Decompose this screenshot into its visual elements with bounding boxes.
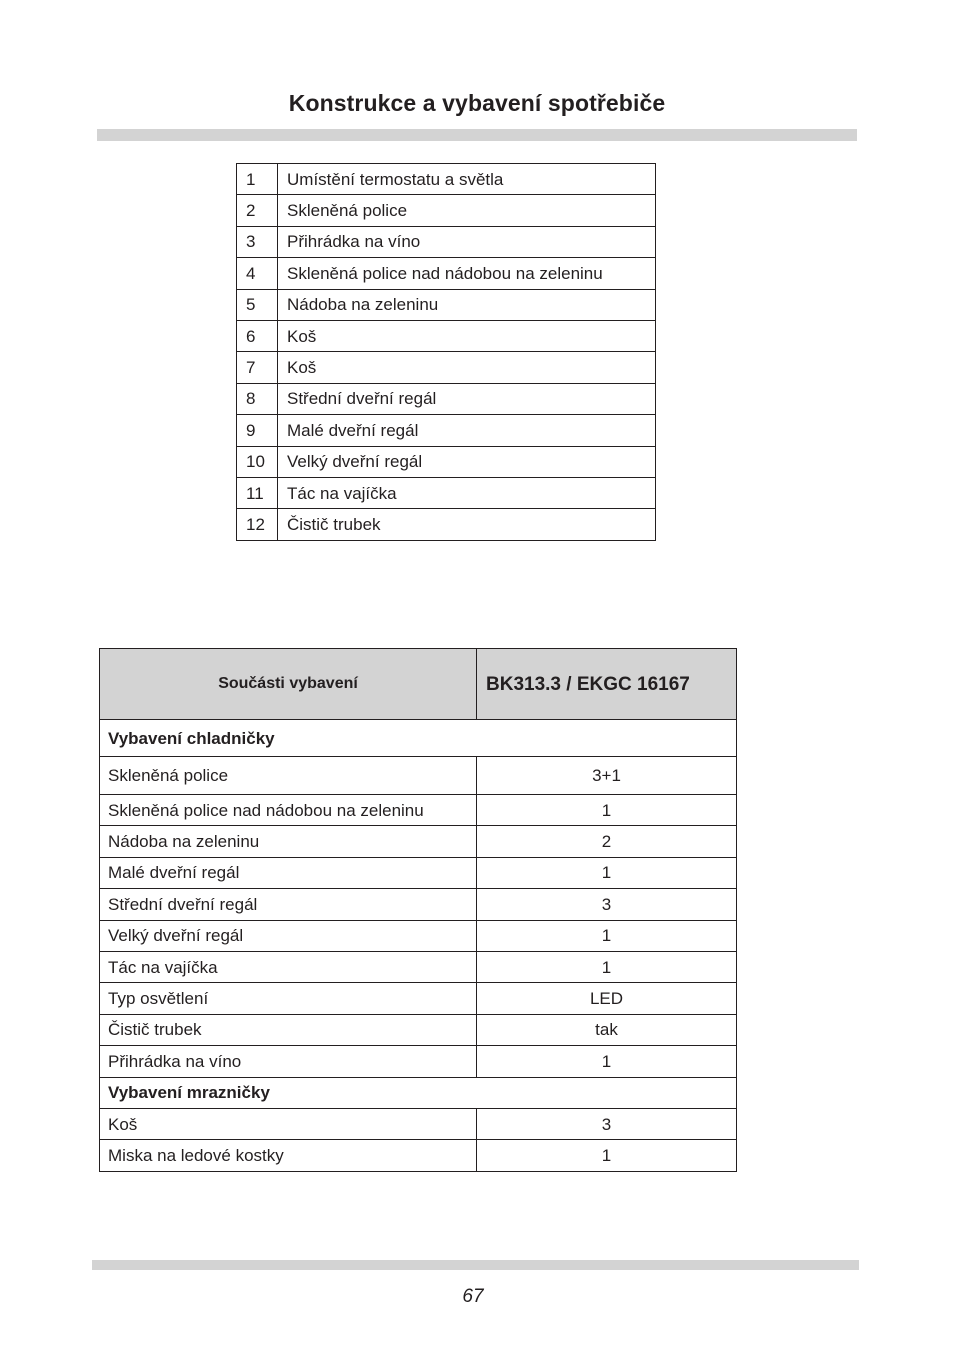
equipment-value: 3+1 bbox=[477, 757, 737, 795]
part-number: 9 bbox=[237, 415, 278, 446]
table-row bbox=[100, 1046, 737, 1077]
equipment-value: 3 bbox=[477, 889, 737, 920]
section-row bbox=[100, 1077, 737, 1108]
table-row bbox=[100, 757, 737, 795]
table-row bbox=[237, 509, 656, 540]
part-number: 2 bbox=[237, 195, 278, 226]
equipment-value: 1 bbox=[477, 1046, 737, 1077]
equipment-name: Přihrádka na víno bbox=[100, 1046, 477, 1077]
part-name: Skleněná police bbox=[278, 195, 656, 226]
table-row bbox=[237, 195, 656, 226]
equipment-value: 1 bbox=[477, 951, 737, 982]
table-row bbox=[237, 289, 656, 320]
table-row bbox=[237, 415, 656, 446]
part-number: 4 bbox=[237, 258, 278, 289]
part-number: 1 bbox=[237, 164, 278, 195]
part-number: 11 bbox=[237, 477, 278, 508]
equipment-value: 1 bbox=[477, 920, 737, 951]
table-row bbox=[100, 1140, 737, 1171]
part-name: Skleněná police nad nádobou na zeleninu bbox=[278, 258, 656, 289]
part-name: Koš bbox=[278, 352, 656, 383]
table-row bbox=[100, 889, 737, 920]
part-name: Nádoba na zeleninu bbox=[278, 289, 656, 320]
equipment-value: 2 bbox=[477, 826, 737, 857]
equipment-name: Koš bbox=[100, 1108, 477, 1139]
table-header-row bbox=[100, 649, 737, 720]
part-number: 3 bbox=[237, 226, 278, 257]
equipment-name: Typ osvětlení bbox=[100, 983, 477, 1014]
table-row bbox=[237, 352, 656, 383]
part-name: Přihrádka na víno bbox=[278, 226, 656, 257]
part-name: Umístění termostatu a světla bbox=[278, 164, 656, 195]
equipment-value: 1 bbox=[477, 1140, 737, 1171]
table-row bbox=[237, 383, 656, 414]
header-divider bbox=[97, 129, 857, 141]
header-model: BK313.3 / EKGC 16167 bbox=[477, 649, 737, 720]
equipment-table bbox=[99, 648, 737, 1172]
footer-divider bbox=[92, 1260, 859, 1270]
table-row bbox=[100, 795, 737, 826]
table-row bbox=[237, 164, 656, 195]
part-name: Tác na vajíčka bbox=[278, 477, 656, 508]
equipment-name: Střední dveřní regál bbox=[100, 889, 477, 920]
section-row bbox=[100, 720, 737, 757]
table-row bbox=[100, 826, 737, 857]
part-number: 10 bbox=[237, 446, 278, 477]
part-number: 6 bbox=[237, 320, 278, 351]
equipment-value: LED bbox=[477, 983, 737, 1014]
fridge-section-title: Vybavení chladničky bbox=[100, 720, 737, 757]
table-row bbox=[237, 226, 656, 257]
equipment-name: Velký dveřní regál bbox=[100, 920, 477, 951]
part-name: Malé dveřní regál bbox=[278, 415, 656, 446]
equipment-name: Nádoba na zeleninu bbox=[100, 826, 477, 857]
table-row bbox=[237, 477, 656, 508]
equipment-name: Skleněná police nad nádobou na zeleninu bbox=[100, 795, 477, 826]
freezer-section-title: Vybavení mrazničky bbox=[100, 1077, 737, 1108]
equipment-value: 3 bbox=[477, 1108, 737, 1139]
table-row bbox=[100, 920, 737, 951]
equipment-value: 1 bbox=[477, 857, 737, 888]
part-number: 8 bbox=[237, 383, 278, 414]
equipment-name: Tác na vajíčka bbox=[100, 951, 477, 982]
page-title: Konstrukce a vybavení spotřebiče bbox=[288, 90, 666, 116]
table-row bbox=[100, 951, 737, 982]
table-row bbox=[237, 258, 656, 289]
equipment-value: 1 bbox=[477, 795, 737, 826]
header-parts: Součásti vybavení bbox=[100, 649, 477, 720]
table-row bbox=[237, 320, 656, 351]
table-row bbox=[100, 857, 737, 888]
equipment-name: Skleněná police bbox=[100, 757, 477, 795]
part-number: 12 bbox=[237, 509, 278, 540]
equipment-value: tak bbox=[477, 1014, 737, 1045]
part-name: Střední dveřní regál bbox=[278, 383, 656, 414]
equipment-name: Malé dveřní regál bbox=[100, 857, 477, 888]
part-name: Čistič trubek bbox=[278, 509, 656, 540]
table-row bbox=[100, 983, 737, 1014]
parts-list-table bbox=[236, 163, 656, 541]
page-number: 67 bbox=[462, 1286, 484, 1307]
table-row bbox=[100, 1014, 737, 1045]
part-name: Koš bbox=[278, 320, 656, 351]
part-number: 7 bbox=[237, 352, 278, 383]
equipment-name: Čistič trubek bbox=[100, 1014, 477, 1045]
equipment-name: Miska na ledové kostky bbox=[100, 1140, 477, 1171]
table-row bbox=[100, 1108, 737, 1139]
part-name: Velký dveřní regál bbox=[278, 446, 656, 477]
part-number: 5 bbox=[237, 289, 278, 320]
table-row bbox=[237, 446, 656, 477]
